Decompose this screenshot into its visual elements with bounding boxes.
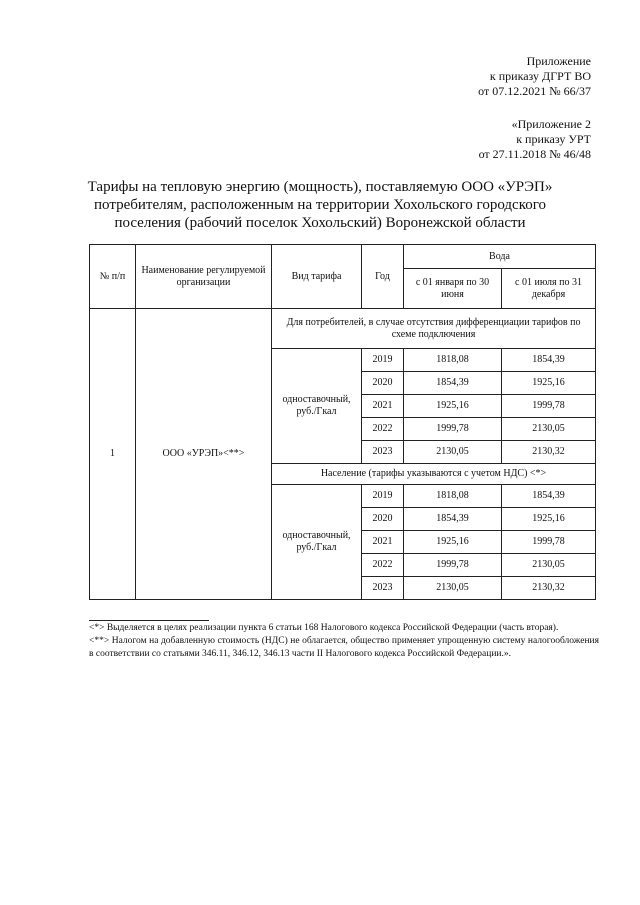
appendix2-header-line: от 27.11.2018 № 46/48: [478, 147, 591, 161]
year-cell: 2019: [362, 349, 404, 372]
h1-value: 2130,05: [404, 441, 502, 464]
year-cell: 2023: [362, 441, 404, 464]
header-num: № п/п: [90, 245, 136, 309]
header-period-1: с 01 января по 30 июня: [404, 269, 502, 309]
section-row: [90, 309, 596, 349]
year-cell: 2020: [362, 372, 404, 395]
appendix-header: [478, 54, 591, 99]
footnotes: [89, 620, 599, 661]
h1-value: 1818,08: [404, 349, 502, 372]
h1-value: 1999,78: [404, 554, 502, 577]
footnote-vat: <*> Выделяется в целях реализации пункта 6 статьи 168 Налогового кодекса Российской Федерации (часть вторая).: [89, 623, 559, 633]
document-title: [80, 178, 560, 232]
h2-value: 1999,78: [502, 395, 596, 418]
header-period-2: с 01 июля по 31 декабря: [502, 269, 596, 309]
h2-value: 2130,32: [502, 577, 596, 600]
appendix-header-line: Приложение: [526, 54, 591, 68]
appendix-header-line: к приказу ДГРТ ВО: [489, 69, 591, 83]
header-tariff-type: Вид тарифа: [272, 245, 362, 309]
year-cell: 2021: [362, 531, 404, 554]
h1-value: 1854,39: [404, 372, 502, 395]
row-number: 1: [90, 309, 136, 600]
year-cell: 2022: [362, 418, 404, 441]
tariff-type-cell: одноставочный, руб./Гкал: [272, 485, 362, 600]
year-cell: 2019: [362, 485, 404, 508]
h2-value: 1854,39: [502, 349, 596, 372]
header-year: Год: [362, 245, 404, 309]
appendix2-header: [479, 117, 591, 162]
h2-value: 1925,16: [502, 508, 596, 531]
year-cell: 2023: [362, 577, 404, 600]
h2-value: 1999,78: [502, 531, 596, 554]
h2-value: 2130,32: [502, 441, 596, 464]
appendix2-header-line: «Приложение 2: [511, 117, 591, 131]
table-header-row: [90, 245, 596, 269]
h1-value: 1925,16: [404, 395, 502, 418]
header-water: Вода: [404, 245, 596, 269]
year-cell: 2020: [362, 508, 404, 531]
h2-value: 2130,05: [502, 418, 596, 441]
tariff-type-cell: одноставочный, руб./Гкал: [272, 349, 362, 464]
h1-value: 1999,78: [404, 418, 502, 441]
h1-value: 1854,39: [404, 508, 502, 531]
tariff-table: [89, 244, 596, 600]
h1-value: 1925,16: [404, 531, 502, 554]
h1-value: 2130,05: [404, 577, 502, 600]
year-cell: 2022: [362, 554, 404, 577]
section-title: Население (тарифы указываются с учетом НДС) <*>: [272, 464, 596, 485]
footnote-divider: [89, 620, 209, 621]
section-title: Для потребителей, в случае отсутствия дифференциации тарифов по схеме подключения: [272, 309, 596, 349]
title-line: потребителям, расположенным на территории Хохольского городского: [94, 197, 546, 213]
title-line: поселения (рабочий поселок Хохольский) Воронежской области: [114, 215, 526, 231]
h2-value: 1854,39: [502, 485, 596, 508]
h1-value: 1818,08: [404, 485, 502, 508]
appendix2-header-line: к приказу УРТ: [516, 132, 591, 146]
header-org: Наименование регулируемой организации: [136, 245, 272, 309]
org-name: ООО «УРЭП»<**>: [136, 309, 272, 600]
h2-value: 1925,16: [502, 372, 596, 395]
h2-value: 2130,05: [502, 554, 596, 577]
footnote-no-vat: <**> Налогом на добавленную стоимость (НДС) не облагается, общество применяет упрощенную систему налогообложения в соответствии со статьями 346.11, 346.12, 346.13 части II Налогового кодекса Российской Федерации.».: [89, 636, 599, 659]
year-cell: 2021: [362, 395, 404, 418]
appendix-header-line: от 07.12.2021 № 66/37: [478, 84, 591, 98]
title-line: Тарифы на тепловую энергию (мощность), поставляемую ООО «УРЭП»: [87, 179, 553, 195]
